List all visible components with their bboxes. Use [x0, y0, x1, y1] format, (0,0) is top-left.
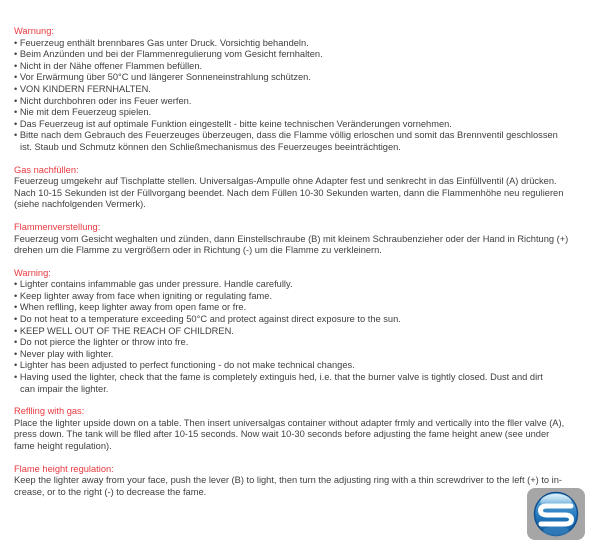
text-line: crease, or to the right (-) to decrease the fame. — [14, 486, 207, 497]
text-line: • Nie mit dem Feuerzeug spielen. — [14, 107, 152, 118]
text-line: Place the lighter upside down on a table. Then insert universalgas container without adapter frmly and vertically into the fller valve (A), — [14, 417, 565, 428]
section-flammenverstellung — [14, 222, 592, 257]
text-line: Feuerzeug vom Gesicht weghalten und zünden, dann Einstellschraube (B) mit kleinem Schraubenzieher oder der Hand in Richtung (+) — [14, 233, 569, 244]
logo-gloss-highlight — [541, 494, 572, 509]
logo-bottom-reflection — [543, 526, 569, 536]
text-line: • Vor Erwärmung über 50°C und längerer Sonneneinstrahlung schützen. — [14, 72, 311, 83]
section-gas-nachfuellen — [14, 165, 592, 211]
section-refilling-with-gas — [14, 406, 592, 452]
text-line: • KEEP WELL OUT OF THE REACH OF CHILDREN. — [14, 325, 234, 336]
text-line: Keep the lighter away from your face, push the lever (B) to light, then turn the adjusting ring with a thin screwdriver to the left (+) to in- — [14, 475, 563, 486]
section-heading-warning: Warning: — [14, 267, 51, 278]
section-heading-flammenverstellung: Flammenverstellung: — [14, 221, 101, 232]
section-heading-flame-height: Flame height regulation: — [14, 463, 114, 474]
text-line: press down. The tank will be flled after 10-15 seconds. Now wait 10-30 seconds before adjusting the fame height anew (see under — [14, 429, 550, 440]
text-line: • When reflling, keep lighter away from open fame or fre. — [14, 302, 247, 313]
section-heading-refilling: Reflling with gas: — [14, 406, 85, 417]
section-heading-warnung: Warnung: — [14, 26, 54, 36]
text-line: (siehe nachfolgenden Vermerk). — [14, 199, 146, 210]
text-line: • Bitte nach dem Gebrauch des Feuerzeuges überzeugen, dass die Flamme völlig erloschen und somit das Brennventil geschlossen — [14, 130, 558, 141]
text-line: • Never play with lighter. — [14, 348, 114, 359]
section-flame-height-regulation — [14, 464, 592, 499]
section-heading-gas-nachfuellen: Gas nachfüllen: — [14, 164, 79, 175]
section-warnung-de — [14, 26, 592, 154]
text-line: can impair the lighter. — [20, 383, 109, 394]
text-line: • Nicht durchbohren oder ins Feuer werfen. — [14, 95, 192, 106]
text-line: • Das Feuerzeug ist auf optimale Funktion eingestellt - bitte keine technischen Veränderungen vornehmen. — [14, 118, 452, 129]
text-line: • Nicht in der Nähe offener Flammen befüllen. — [14, 60, 203, 71]
instruction-text — [14, 26, 592, 498]
text-line: • Having used the lighter, check that the fame is completely extinguis hed, i.e. that the burner valve is tightly closed. Dust and dirt — [14, 372, 543, 383]
text-line: fame height regulation). — [14, 441, 112, 451]
text-line: • Feuerzeug enthält brennbares Gas unter Druck. Vorsichtig behandeln. — [14, 37, 309, 48]
text-line: Nach 10-15 Sekunden ist der Füllvorgang beendet. Nach dem Füllen 10-30 Sekunden warten, dann die Flammenhöhe neu regulieren — [14, 187, 564, 198]
section-warning-en — [14, 268, 592, 396]
text-line: • Do not heat to a temperature exceeding 50°C and protect against direct exposure to the sun. — [14, 314, 401, 325]
text-line: Feuerzeug umgekehr auf Tischplatte stellen. Universalgas-Ampulle ohne Adapter fest und senkrecht in das Einfüllventil (A) drücken. — [14, 176, 557, 187]
text-line: • Do not pierce the lighter or throw into fre. — [14, 337, 189, 348]
text-line: drehen um die Flamme zu vergrößern oder in Richtung (-) um die Flamme zu verkleinern. — [14, 245, 382, 256]
text-line: • VON KINDERN FERNHALTEN. — [14, 83, 151, 94]
text-line: • Lighter contains infammable gas under pressure. Handle carefully. — [14, 279, 293, 290]
s-ball-logo-icon — [527, 488, 585, 540]
brand-s-ball-logo — [527, 488, 585, 540]
text-line: • Lighter has been adjusted to perfect functioning - do not make technical changes. — [14, 360, 355, 371]
text-line: • Beim Anzünden und bei der Flammenregulierung vom Gesicht fernhalten. — [14, 49, 323, 60]
text-line: ist. Staub und Schmutz können den Schließmechanismus des Feuerzeuges beeinträchtigen. — [20, 141, 401, 152]
text-line: • Keep lighter away from face when igniting or regulating fame. — [14, 290, 273, 301]
